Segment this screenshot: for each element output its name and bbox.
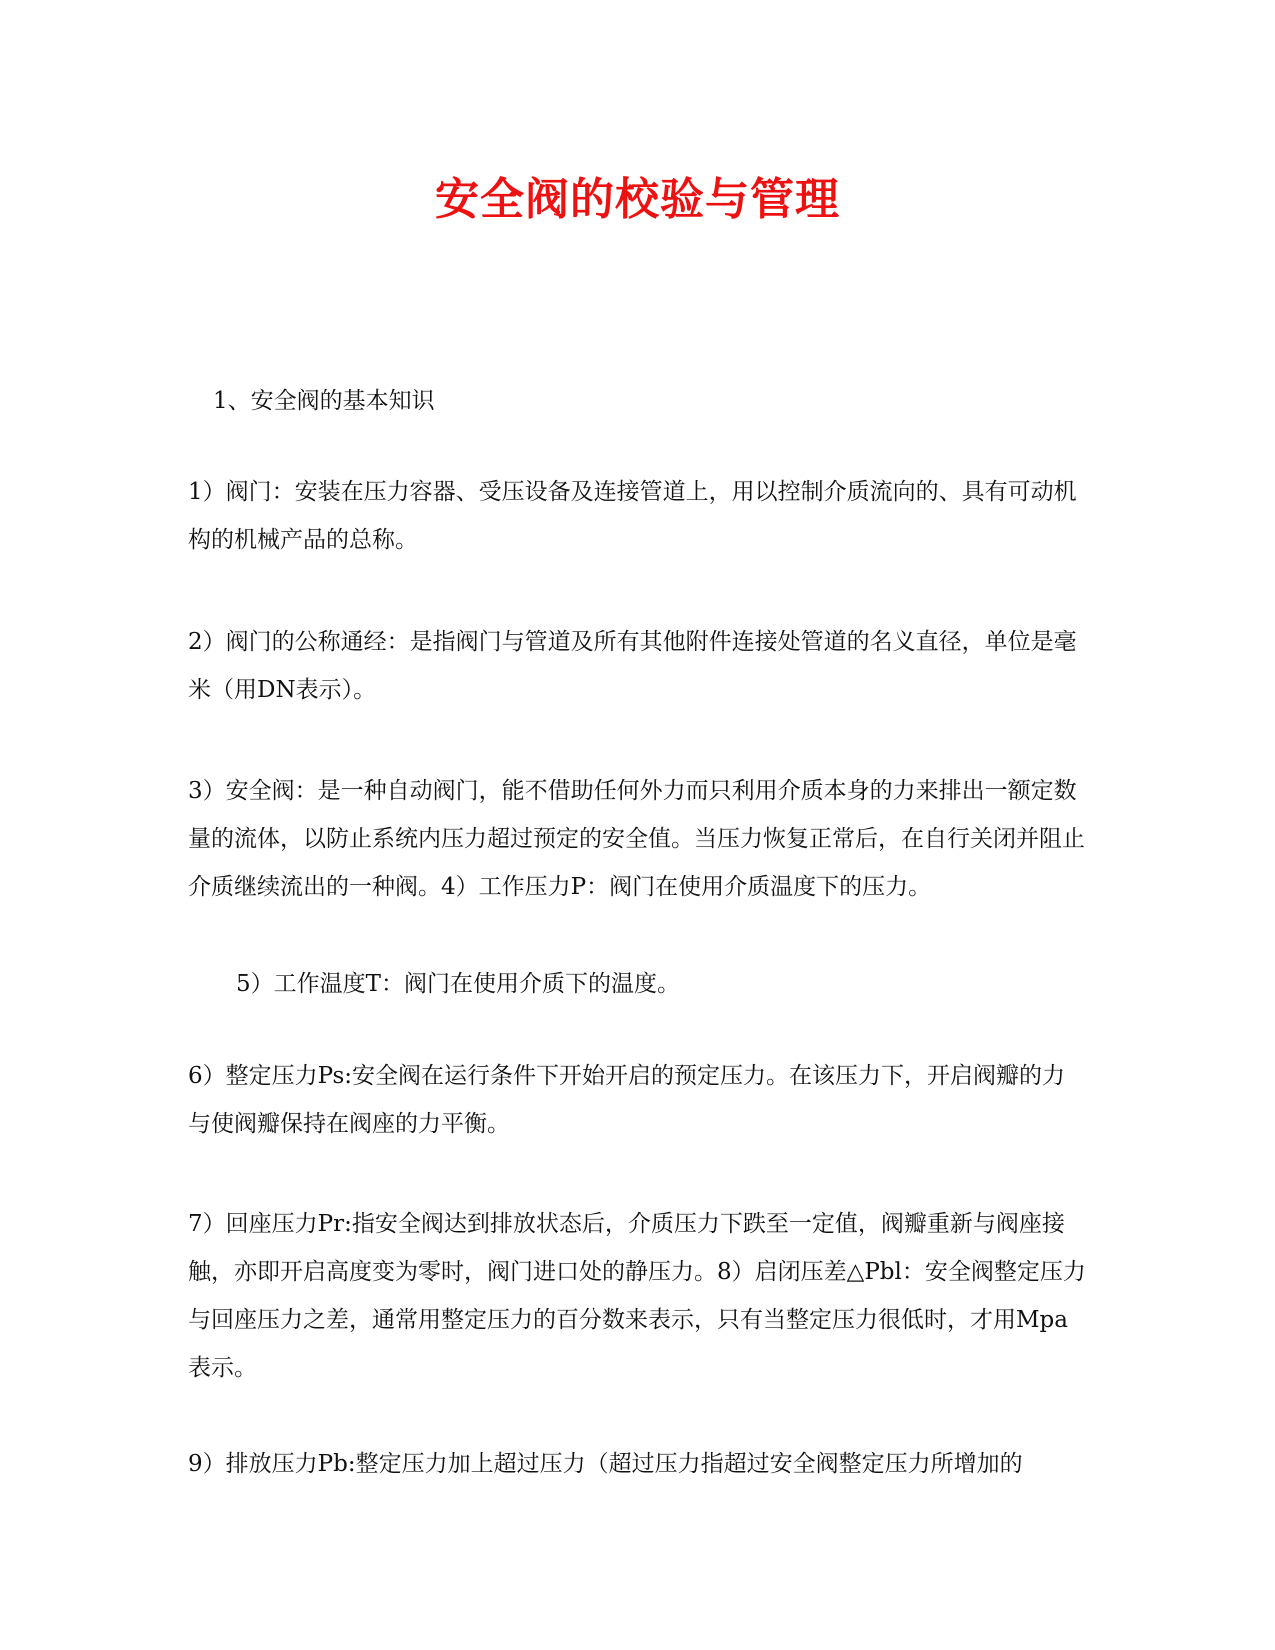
paragraph-safety-valve-definition: 3）安全阀：是一种自动阀门，能不借助任何外力而只利用介质本身的力来排出一额定数量的流体，以防止系统内压力超过预定的安全值。当压力恢复正常后，在自行关闭并阻止介质继续流出的一种阀。4）工作压力P：阀门在使用介质温度下的压力。 (188, 778, 1085, 900)
paragraph-discharge-pressure: 9）排放压力Pb:整定压力加上超过压力（超过压力指超过安全阀整定压力所增加的 (188, 1451, 1023, 1477)
section-heading: 1、安全阀的基本知识 (213, 388, 435, 414)
paragraph-set-pressure: 6）整定压力Ps:安全阀在运行条件下开始开启的预定压力。在该压力下，开启阀瓣的力与使阀瓣保持在阀座的力平衡。 (188, 1063, 1066, 1137)
paragraph-valve-definition: 1）阀门：安装在压力容器、受压设备及连接管道上，用以控制介质流向的、具有可动机构的机械产品的总称。 (188, 479, 1077, 553)
paragraph-nominal-diameter: 2）阀门的公称通经：是指阀门与管道及所有其他附件连接处管道的名义直径，单位是毫米（用DN表示）。 (188, 629, 1077, 703)
paragraph-working-temperature: 5）工作温度T：阀门在使用介质下的温度。 (236, 971, 680, 997)
paragraph-reseating-pressure: 7）回座压力Pr:指安全阀达到排放状态后，介质压力下跌至一定值，阀瓣重新与阀座接触，亦即开启高度变为零时，阀门进口处的静压力。8）启闭压差△Pbl：安全阀整定压力与回座压力之差，通常用整定压力的百分数来表示，只有当整定压力很低时，才用Mpa表示。 (188, 1211, 1086, 1381)
document-title: 安全阀的校验与管理 (435, 174, 840, 225)
